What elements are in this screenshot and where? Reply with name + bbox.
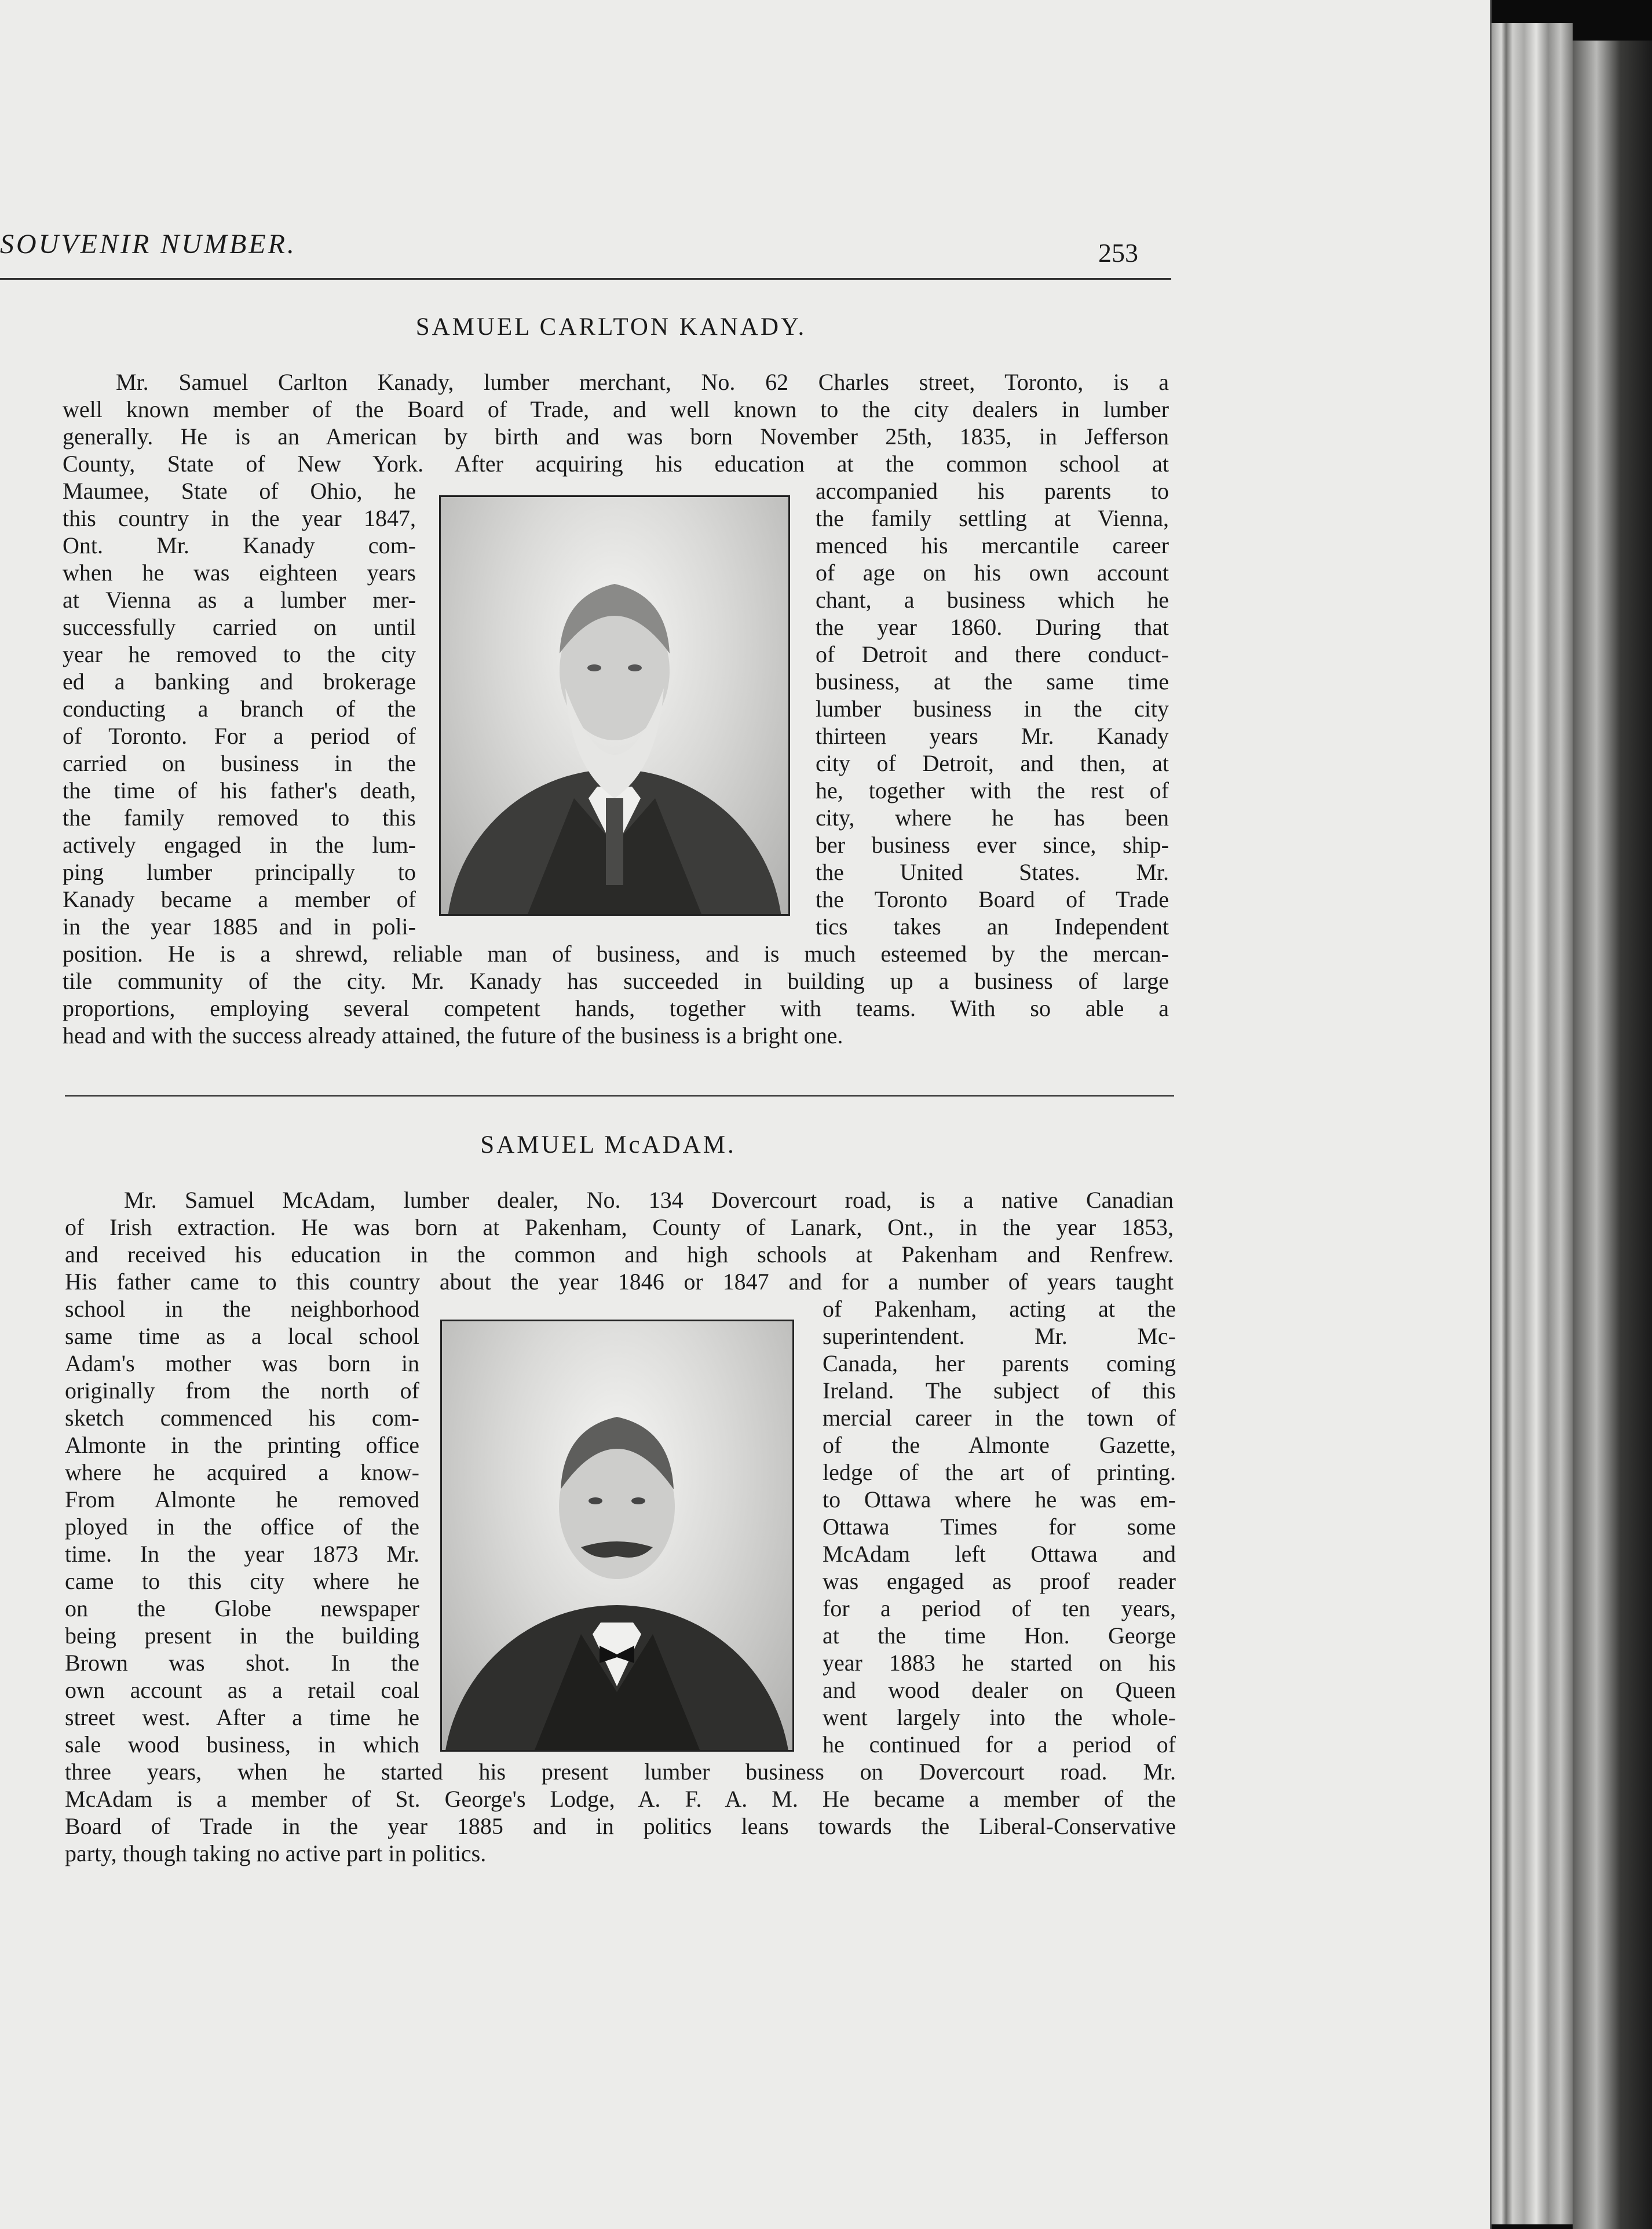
section2-left-line: From Almonte he removed xyxy=(65,1486,419,1512)
running-header: SOUVENIR NUMBER. xyxy=(0,229,297,260)
section2-heading: SAMUEL McADAM. xyxy=(480,1131,736,1159)
section1-line: County, State of New York. After acquiring his education at the common school at xyxy=(63,451,1169,477)
section2-right-line: at the time Hon. George xyxy=(823,1623,1176,1649)
section2-right-line: superintendent. Mr. Mc- xyxy=(823,1323,1176,1349)
section2-right-line: he continued for a period of xyxy=(823,1731,1176,1757)
section1-left-line: this country in the year 1847, xyxy=(63,505,416,531)
mcadam-portrait xyxy=(440,1320,794,1752)
section2-left-line: ployed in the office of the xyxy=(65,1514,419,1540)
section1-left-line: actively engaged in the lum- xyxy=(63,832,416,858)
section1-heading: SAMUEL CARLTON KANADY. xyxy=(415,313,807,341)
section1-left-line: Ont. Mr. Kanady com- xyxy=(63,532,416,558)
section1-left-line: ping lumber principally to xyxy=(63,859,416,885)
section1-line: generally. He is an American by birth and was born November 25th, 1835, in Jefferson xyxy=(63,423,1169,450)
page-number: 253 xyxy=(1098,238,1138,268)
section1-right-line: chant, a business which he xyxy=(816,587,1169,613)
section1-closing-line: head and with the success already attained, the future of the business is a bright one. xyxy=(63,1022,843,1048)
section2-right-line: and wood dealer on Queen xyxy=(823,1677,1176,1703)
section2-left-line: where he acquired a know- xyxy=(65,1459,419,1485)
section2-right-line: Ottawa Times for some xyxy=(823,1514,1176,1540)
section2-closing-line: Board of Trade in the year 1885 and in politics leans towards the Liberal-Conservative xyxy=(65,1813,1176,1839)
section1-right-line: ber business ever since, ship- xyxy=(816,832,1169,858)
section1-left-line: conducting a branch of the xyxy=(63,696,416,722)
section1-right-line: accompanied his parents to xyxy=(816,478,1169,504)
section2-left-line: sale wood business, in which xyxy=(65,1731,419,1757)
section1-left-line: of Toronto. For a period of xyxy=(63,723,416,749)
section2-left-line: school in the neighborhood xyxy=(65,1296,419,1322)
section1-left-line: at Vienna as a lumber mer- xyxy=(63,587,416,613)
section1-right-line: tics takes an Independent xyxy=(816,913,1169,940)
section2-line: and received his education in the common and high schools at Pakenham and Renfrew. xyxy=(65,1241,1174,1267)
section1-left-line: the family removed to this xyxy=(63,805,416,831)
section2-line: Mr. Samuel McAdam, lumber dealer, No. 134 Dovercourt road, is a native Canadian xyxy=(124,1187,1174,1213)
section1-left-line: year he removed to the city xyxy=(63,641,416,667)
section1-closing-line: tile community of the city. Mr. Kanady has succeeded in building up a business of large xyxy=(63,968,1169,994)
section1-left-line: Kanady became a member of xyxy=(63,886,416,912)
section1-left-line: the time of his father's death, xyxy=(63,777,416,803)
section2-left-line: originally from the north of xyxy=(65,1377,419,1404)
section1-left-line: Maumee, State of Ohio, he xyxy=(63,478,416,504)
section2-right-line: of Pakenham, acting at the xyxy=(823,1296,1176,1322)
section2-line: His father came to this country about the year 1846 or 1847 and for a number of years taught xyxy=(65,1269,1174,1295)
section2-left-line: Almonte in the printing office xyxy=(65,1432,419,1458)
section2-line: of Irish extraction. He was born at Pakenham, County of Lanark, Ont., in the year 1853, xyxy=(65,1214,1174,1240)
section2-right-line: ledge of the art of printing. xyxy=(823,1459,1176,1485)
section1-right-line: menced his mercantile career xyxy=(816,532,1169,558)
section2-closing-line: three years, when he started his present lumber business on Dovercourt road. Mr. xyxy=(65,1759,1176,1785)
section1-right-line: the Toronto Board of Trade xyxy=(816,886,1169,912)
section1-left-line: when he was eighteen years xyxy=(63,560,416,586)
section1-right-line: he, together with the rest of xyxy=(816,777,1169,803)
section2-left-line: street west. After a time he xyxy=(65,1704,419,1730)
kanady-portrait xyxy=(439,495,790,916)
section2-right-line: McAdam left Ottawa and xyxy=(823,1541,1176,1567)
section2-left-line: own account as a retail coal xyxy=(65,1677,419,1703)
book-spine-shadow xyxy=(1573,41,1652,2229)
section2-left-line: same time as a local school xyxy=(65,1323,419,1349)
section1-line: Mr. Samuel Carlton Kanady, lumber merchant, No. 62 Charles street, Toronto, is a xyxy=(116,369,1169,395)
section2-right-line: of the Almonte Gazette, xyxy=(823,1432,1176,1458)
header-rule xyxy=(0,278,1171,280)
section2-right-line: to Ottawa where he was em- xyxy=(823,1486,1176,1512)
section1-left-line: in the year 1885 and in poli- xyxy=(63,913,416,940)
section2-left-line: time. In the year 1873 Mr. xyxy=(65,1541,419,1567)
section2-right-line: went largely into the whole- xyxy=(823,1704,1176,1730)
section2-left-line: sketch commenced his com- xyxy=(65,1405,419,1431)
section2-right-line: Ireland. The subject of this xyxy=(823,1377,1176,1404)
section2-closing-line: party, though taking no active part in politics. xyxy=(65,1840,487,1866)
section1-right-line: city of Detroit, and then, at xyxy=(816,750,1169,776)
section2-left-line: being present in the building xyxy=(65,1623,419,1649)
section1-line: well known member of the Board of Trade, and well known to the city dealers in lumber xyxy=(63,396,1169,422)
section1-closing-line: proportions, employing several competent hands, together with teams. With so able a xyxy=(63,995,1169,1021)
section2-right-line: Canada, her parents coming xyxy=(823,1350,1176,1376)
section2-right-line: mercial career in the town of xyxy=(823,1405,1176,1431)
section2-right-line: for a period of ten years, xyxy=(823,1595,1176,1621)
section1-right-line: the year 1860. During that xyxy=(816,614,1169,640)
book-spine-edge xyxy=(1492,23,1573,2224)
section1-right-line: thirteen years Mr. Kanady xyxy=(816,723,1169,749)
section2-left-line: Brown was shot. In the xyxy=(65,1650,419,1676)
section2-right-line: year 1883 he started on his xyxy=(823,1650,1176,1676)
section2-left-line: came to this city where he xyxy=(65,1568,419,1594)
section1-right-line: of Detroit and there conduct- xyxy=(816,641,1169,667)
section1-left-line: successfully carried on until xyxy=(63,614,416,640)
section1-closing-line: position. He is a shrewd, reliable man of business, and is much esteemed by the mercan- xyxy=(63,941,1169,967)
section2-left-line: on the Globe newspaper xyxy=(65,1595,419,1621)
section2-left-line: Adam's mother was born in xyxy=(65,1350,419,1376)
section1-left-line: ed a banking and brokerage xyxy=(63,668,416,695)
section1-right-line: the United States. Mr. xyxy=(816,859,1169,885)
section2-closing-line: McAdam is a member of St. George's Lodge, A. F. A. M. He became a member of the xyxy=(65,1786,1176,1812)
section1-right-line: business, at the same time xyxy=(816,668,1169,695)
section1-right-line: of age on his own account xyxy=(816,560,1169,586)
section-divider xyxy=(65,1095,1174,1097)
section1-right-line: city, where he has been xyxy=(816,805,1169,831)
section1-left-line: carried on business in the xyxy=(63,750,416,776)
section1-right-line: lumber business in the city xyxy=(816,696,1169,722)
section1-right-line: the family settling at Vienna, xyxy=(816,505,1169,531)
section2-right-line: was engaged as proof reader xyxy=(823,1568,1176,1594)
